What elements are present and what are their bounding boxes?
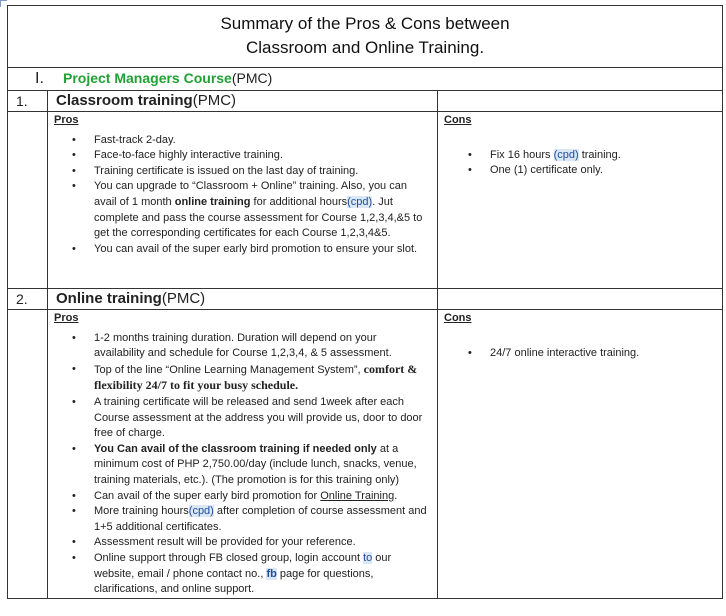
classroom-spacer: [8, 112, 48, 289]
classroom-cons-list: [438, 148, 722, 179]
classroom-number: 1.: [8, 91, 48, 112]
classroom-pros-cell: [48, 112, 438, 289]
online-pros-label: Pros: [54, 312, 79, 324]
text-run: page for questions, clarifications, and online support.: [94, 567, 374, 596]
online-cons-list: [438, 346, 722, 362]
classroom-heading-abbr: (PMC): [192, 92, 237, 109]
text-run: at a minimum cost of PHP 2,750.00/day (include lunch, snacks, venue, training materials, etc.). (The promotion is for this training only): [94, 442, 417, 486]
text-run: You can upgrade to “Classroom + Online” training. Also, you can avail of 1 month: [94, 180, 407, 208]
online-heading: [48, 289, 438, 310]
online-heading-abbr: (PMC): [161, 290, 206, 307]
online-spacer: [8, 310, 48, 599]
list-item: • You can avail of the super early bird promotion to ensure your slot.: [94, 242, 429, 258]
section-heading: [8, 68, 723, 91]
section-row: [8, 68, 723, 91]
online-heading-label: Online training: [56, 290, 162, 307]
online-heading-row: [8, 289, 723, 310]
list-item: [94, 362, 429, 395]
text-run: More training hours: [94, 505, 189, 518]
classroom-cons-label: Cons: [444, 114, 472, 126]
page-corner-mark: [0, 0, 7, 7]
list-item: [94, 442, 429, 489]
classroom-cons-cell: [438, 112, 723, 289]
title-row: [8, 6, 723, 68]
list-item: • 24/7 online interactive training.: [490, 346, 714, 362]
text-run: after completion of course assessment and 1+5 additional certificates.: [94, 505, 427, 533]
text-run: training.: [578, 148, 621, 161]
list-item: • 1-2 months training duration. Duration will depend on your availability and schedule for Course 1,2,3,4, & 5 assessment.: [94, 331, 429, 362]
list-item: • Assessment result will be provided for your reference.: [94, 535, 429, 551]
online-pros-list: [48, 331, 437, 598]
text-run: Fix 16 hours: [490, 148, 554, 161]
text-run-bold: comfort & flexibility 24/7 to fit your busy schedule.: [94, 361, 418, 393]
text-run: Can avail of the super early bird promotion for: [94, 489, 321, 502]
text-run-bold: online training: [174, 195, 251, 208]
classroom-body-row: [8, 112, 723, 289]
online-pros-cell: [48, 310, 438, 599]
list-item: • Fast-track 2-day.: [94, 133, 429, 149]
list-item: [94, 551, 429, 598]
classroom-heading-empty: [438, 91, 723, 112]
text-run: . Jut complete and pass the course assessment for Course 1,2,3,4,&5 to get the corresponding certificates for each Course 1,2,3,4&5.: [94, 195, 423, 240]
text-run: Top of the line “Online Learning Management System”,: [94, 363, 364, 376]
text-run: Online support through FB closed group, login account: [94, 551, 364, 564]
highlight: fb: [266, 567, 277, 580]
online-number: 2.: [8, 289, 48, 310]
course-name: Project Managers Course: [63, 70, 232, 86]
title-line-1: Summary of the Pros & Cons between: [220, 14, 510, 33]
text-run: .: [394, 489, 398, 502]
cpd-highlight: (cpd): [347, 195, 373, 208]
classroom-pros-list: [48, 133, 437, 258]
text-run-bold: You Can avail of the classroom training if needed only: [94, 442, 377, 455]
title-line-2: Classroom and Online Training.: [245, 38, 485, 57]
section-number: I.: [35, 70, 44, 87]
document-title: [8, 6, 723, 68]
list-item: [94, 504, 429, 535]
list-item: [94, 489, 429, 505]
classroom-pros-label: Pros: [54, 114, 79, 126]
text-run: for additional hours: [250, 195, 348, 208]
list-item: [94, 179, 429, 241]
online-cons-cell: [438, 310, 723, 599]
text-run: our website, email / phone contact no.,: [94, 551, 392, 580]
online-body-row: [8, 310, 723, 599]
pros-cons-table: [7, 5, 723, 599]
classroom-heading-label: Classroom training: [56, 92, 193, 109]
online-cons-label: Cons: [444, 312, 472, 324]
list-item: • A training certificate will be released and send 1week after each Course assessment at the address you will provide us, door to door free of charge.: [94, 395, 429, 442]
course-abbr: (PMC): [231, 70, 273, 86]
list-item: • Face-to-face highly interactive training.: [94, 148, 429, 164]
online-heading-empty: [438, 289, 723, 310]
highlight: to: [363, 551, 373, 564]
cpd-highlight: (cpd): [188, 505, 214, 518]
classroom-heading-row: [8, 91, 723, 112]
classroom-heading: [48, 91, 438, 112]
text-run-underline: Online Training: [320, 489, 395, 502]
list-item: • One (1) certificate only.: [490, 163, 714, 179]
list-item: [490, 148, 714, 164]
cpd-highlight: (cpd): [553, 148, 579, 161]
list-item: • Training certificate is issued on the last day of training.: [94, 164, 429, 180]
